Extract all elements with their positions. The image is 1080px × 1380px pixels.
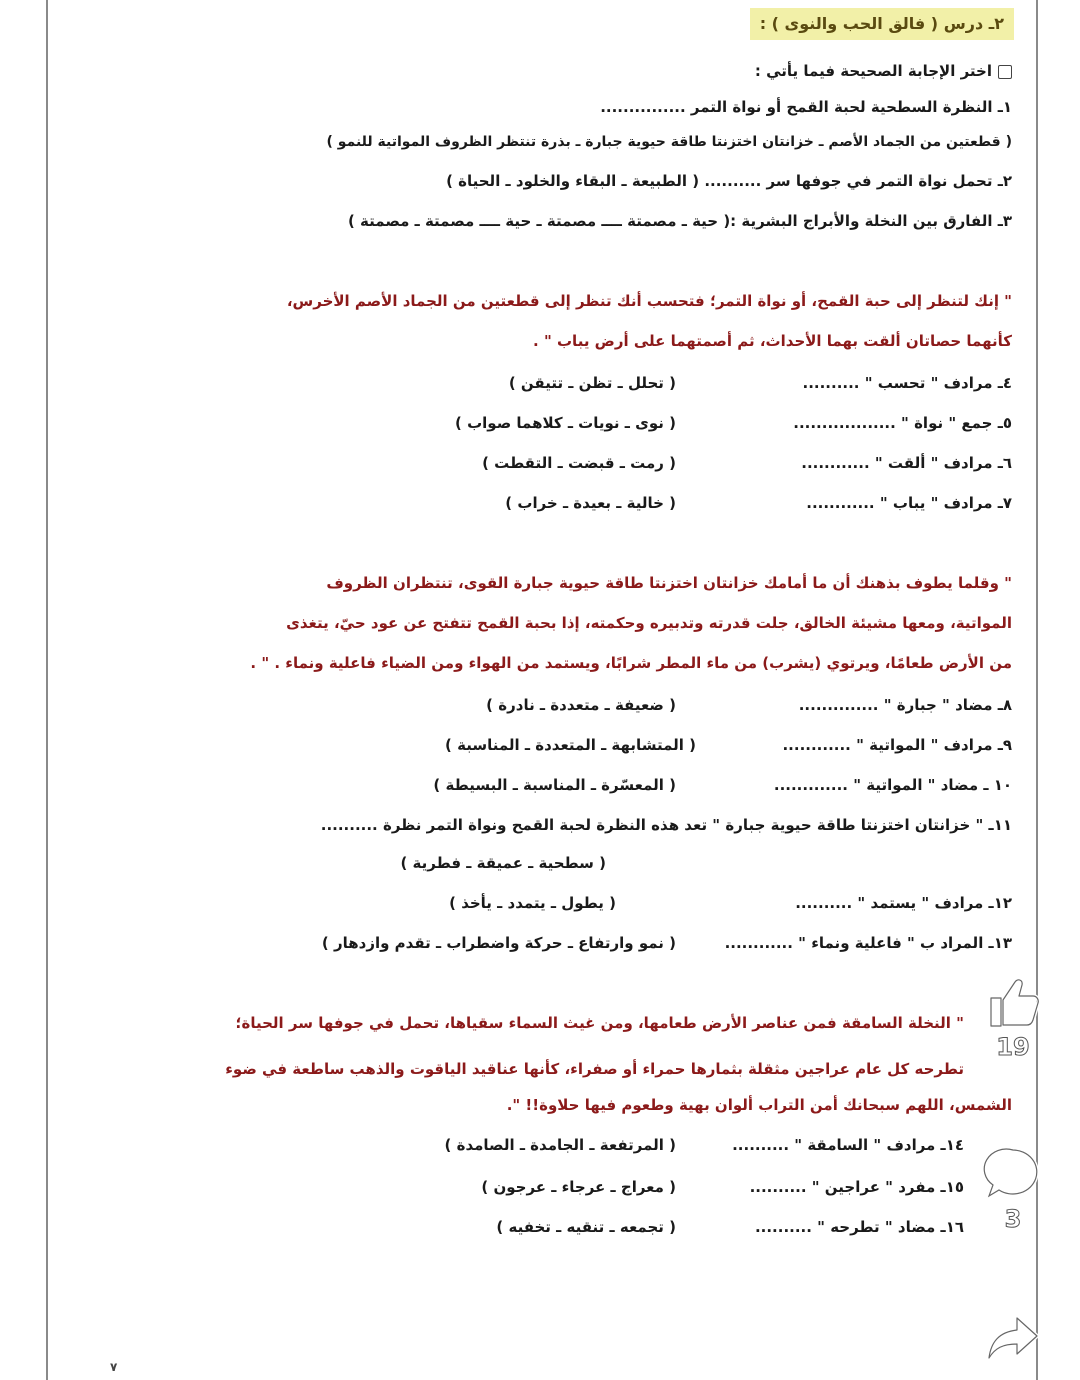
question-12: ١٢ـ مرادف " يستمد " ..........: [795, 894, 1012, 912]
question-11-options: ( سطحية ـ عميقة ـ فطرية ): [400, 854, 606, 872]
question-7-options: ( خالية ـ بعيدة ـ خراب ): [505, 494, 676, 512]
question-4: ٤ـ مرادف " تحسب " ..........: [802, 374, 1012, 392]
worksheet-page: [46, 0, 1038, 1380]
thumbs-up-icon: [981, 970, 1045, 1034]
like-button[interactable]: [978, 970, 1048, 1060]
question-9-options: ( المتشابهة ـ المتعددة ـ المناسبة ): [445, 736, 696, 754]
question-6-options: ( رمت ـ قبضت ـ التقطت ): [482, 454, 676, 472]
question-2: ٢ـ تحمل نواة التمر في جوفها سر .......... ( الطبيعة ـ البقاء والخلود ـ الحياة ): [446, 172, 1012, 190]
question-5-options: ( نوى ـ نويات ـ كلاهما صواب ): [455, 414, 676, 432]
share-button[interactable]: [978, 1306, 1048, 1370]
passage-3-line-2: تطرحه كل عام عراجين مثقلة بثمارها حمراء أو صفراء، كأنها عناقيد الياقوت والذهب ساطعة في ضوء: [225, 1060, 964, 1078]
question-16: ١٦ـ مضاد " تطرحه " ..........: [754, 1218, 964, 1236]
question-10-options: ( المعسّرة ـ المناسبة ـ البسيطة ): [433, 776, 676, 794]
instruction: [755, 62, 1012, 80]
passage-3-line-1: " النخلة السامقة فمن عناصر الأرض طعامها، ومن غيث السماء سقياها، تحمل في جوفها سر الحياة؛: [235, 1014, 964, 1032]
comment-count: 3: [1004, 1205, 1022, 1233]
passage-2-line-1: " وقلما يطوف بذهنك أن ما أمامك خزانتان اختزنتا طاقة حيوية جبارة القوى، تنتظران الظروف: [326, 574, 1012, 592]
passage-2-line-3: من الأرض طعامًا، ويرتوي (يشرب) من ماء المطر شرابًا، ويستمد من الهواء ومن الضياء فاعلية ونماء . " .: [250, 654, 1012, 672]
question-14: ١٤ـ مرادف " السامقة " ..........: [732, 1136, 964, 1154]
like-count: 19: [996, 1033, 1030, 1061]
question-1: ١ـ النظرة السطحية لحبة القمح أو نواة التمر ...............: [600, 98, 1012, 116]
question-10: ١٠ ـ مضاد " المواتية " .............: [773, 776, 1012, 794]
question-5: ٥ـ جمع " نواة " ..................: [793, 414, 1012, 432]
checkbox-icon: [998, 65, 1012, 79]
instruction-text: اختر الإجابة الصحيحة فيما يأتي :: [754, 62, 992, 80]
question-12-options: ( يطول ـ يتمدد ـ يأخذ ): [449, 894, 616, 912]
question-7: ٧ـ مرادف " يباب " ............: [806, 494, 1012, 512]
lesson-title: ٢ـ درس ( فالق الحب والنوى ) :: [750, 8, 1014, 40]
page-number: ٧: [110, 1360, 118, 1374]
passage-2-line-2: المواتية، ومعها مشيئة الخالق، جلت قدرته وتدبيره وحكمته، إذا بحبة القمح تتفتح عن عود حيّ، يتغذى: [286, 614, 1012, 632]
passage-1-line-2: كأنهما حصاتان ألقت بهما الأحداث، ثم أصمتهما على أرض يباب " .: [533, 332, 1012, 350]
passage-3-line-3: الشمس، اللهم سبحانك أمن التراب ألوان بهية وطعوم فيها حلاوة!! ".: [506, 1096, 1012, 1114]
question-9: ٩ـ مرادف " المواتية " ............: [782, 736, 1012, 754]
question-11: ١١ـ " خزانتان اختزنتا طاقة حيوية جبارة " تعد هذه النظرة لحبة القمح ونواة التمر نظرة ..........: [320, 816, 1012, 834]
question-4-options: ( تحلل ـ تظن ـ تتيقن ): [508, 374, 676, 392]
comment-icon: [981, 1142, 1045, 1206]
question-8-options: ( ضعيفة ـ متعددة ـ نادرة ): [486, 696, 676, 714]
comment-button[interactable]: [978, 1142, 1048, 1232]
question-15: ١٥ـ مفرد " عراجين " ..........: [749, 1178, 964, 1196]
share-icon: [981, 1306, 1045, 1370]
question-3: ٣ـ الفارق بين النخلة والأبراج البشرية :( حية ـ مصمتة ــــ مصمتة ـ حية ــــ مصمتة ـ مصمتة ): [347, 212, 1012, 230]
question-6: ٦ـ مرادف " ألقت " ............: [801, 454, 1012, 472]
question-13: ١٣ـ المراد ب " فاعلية ونماء " ............: [724, 934, 1012, 952]
question-16-options: ( تجمعه ـ تنقيه ـ تخفيه ): [496, 1218, 676, 1236]
question-1-options: ( قطعتين من الجماد الأصم ـ خزانتان اختزنتا طاقة حيوية جبارة ـ بذرة تنتظر الظروف المواتية للنمو ): [326, 134, 1012, 150]
question-15-options: ( معراج ـ عرجاء ـ عرجون ): [481, 1178, 676, 1196]
question-14-options: ( المرتفعة ـ الجامدة ـ الصامدة ): [444, 1136, 676, 1154]
passage-1-line-1: " إنك لتنظر إلى حبة القمح، أو نواة التمر؛ فتحسب أنك تنظر إلى قطعتين من الجماد الأصم الأخرس،: [286, 292, 1012, 310]
question-13-options: ( نمو وارتفاع ـ حركة واضطراب ـ تقدم وازدهار ): [321, 934, 676, 952]
question-8: ٨ـ مضاد " جبارة " ..............: [798, 696, 1012, 714]
